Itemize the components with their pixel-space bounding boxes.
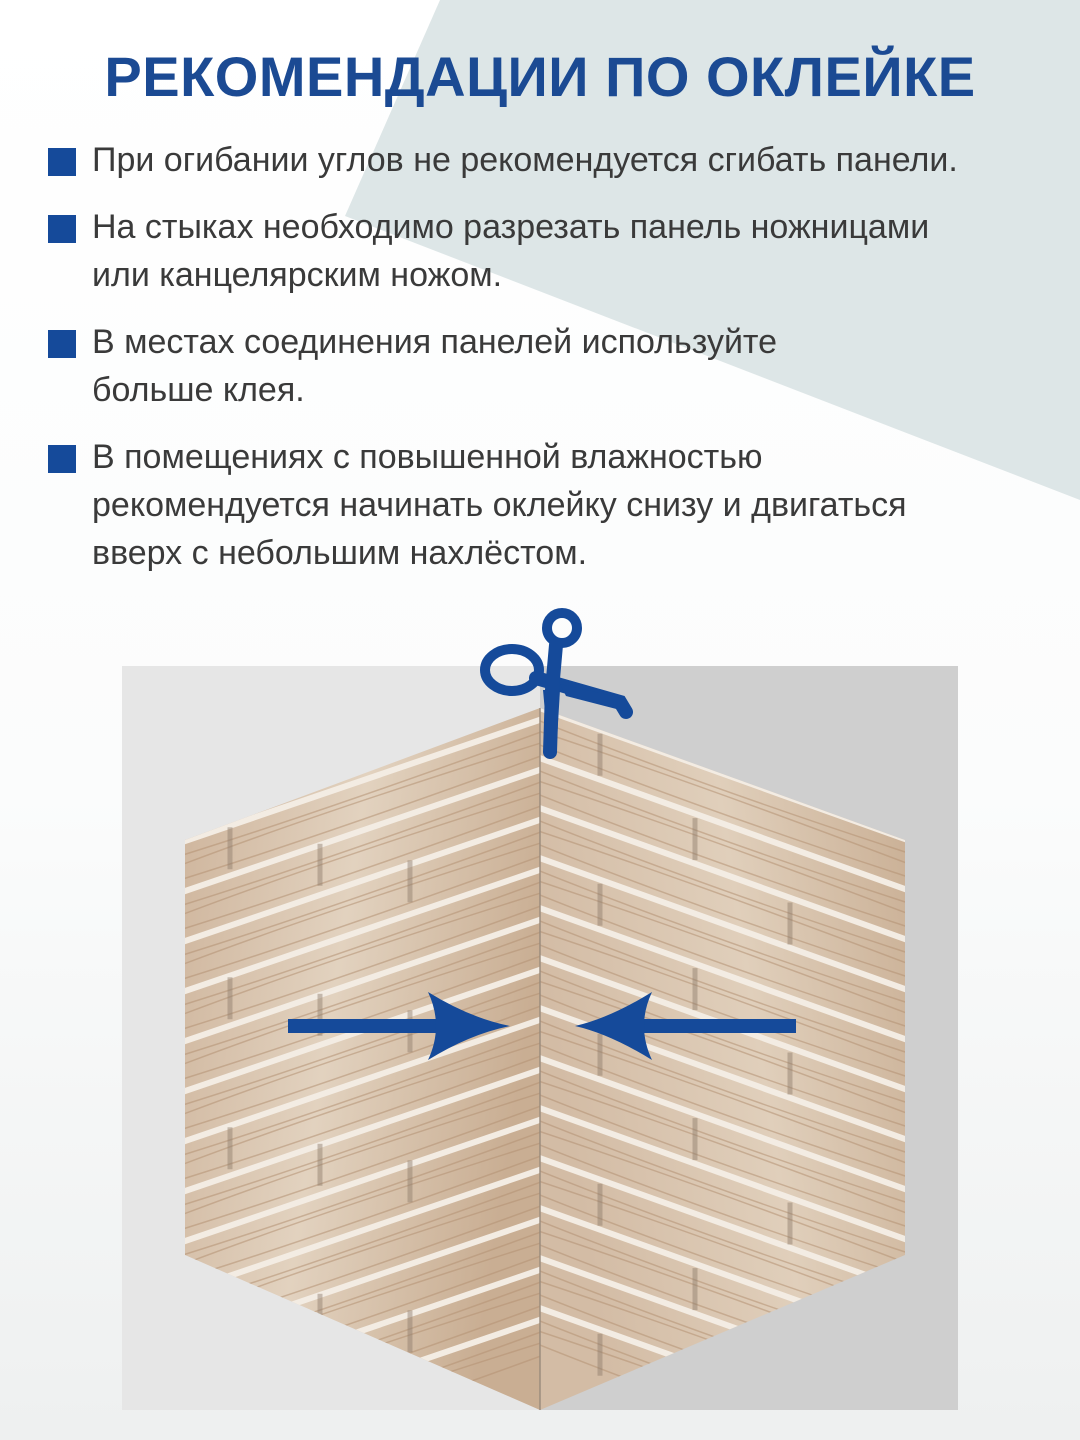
bullet-square-icon [48, 148, 76, 176]
bullet-square-icon [48, 445, 76, 473]
tip-item [48, 433, 1048, 577]
tips-list [48, 136, 1048, 596]
page-title: РЕКОМЕНДАЦИИ ПО ОКЛЕЙКЕ [104, 45, 976, 108]
tip-item [48, 136, 1048, 184]
tip-text: В помещениях с повышенной влажностью рекомендуется начинать оклейку снизу и двигаться вверх с небольшим нахлёстом. [92, 438, 907, 572]
bullet-square-icon [48, 330, 76, 358]
corner-panel-illustration [0, 590, 1080, 1440]
tip-text: В местах соединения панелей используйте больше клея. [92, 323, 778, 409]
tip-item [48, 203, 1048, 299]
tip-text: При огибании углов не рекомендуется сгибать панели. [92, 141, 958, 179]
tip-item [48, 318, 1048, 414]
bullet-square-icon [48, 215, 76, 243]
tip-text: На стыках необходимо разрезать панель ножницами или канцелярским ножом. [92, 208, 930, 294]
